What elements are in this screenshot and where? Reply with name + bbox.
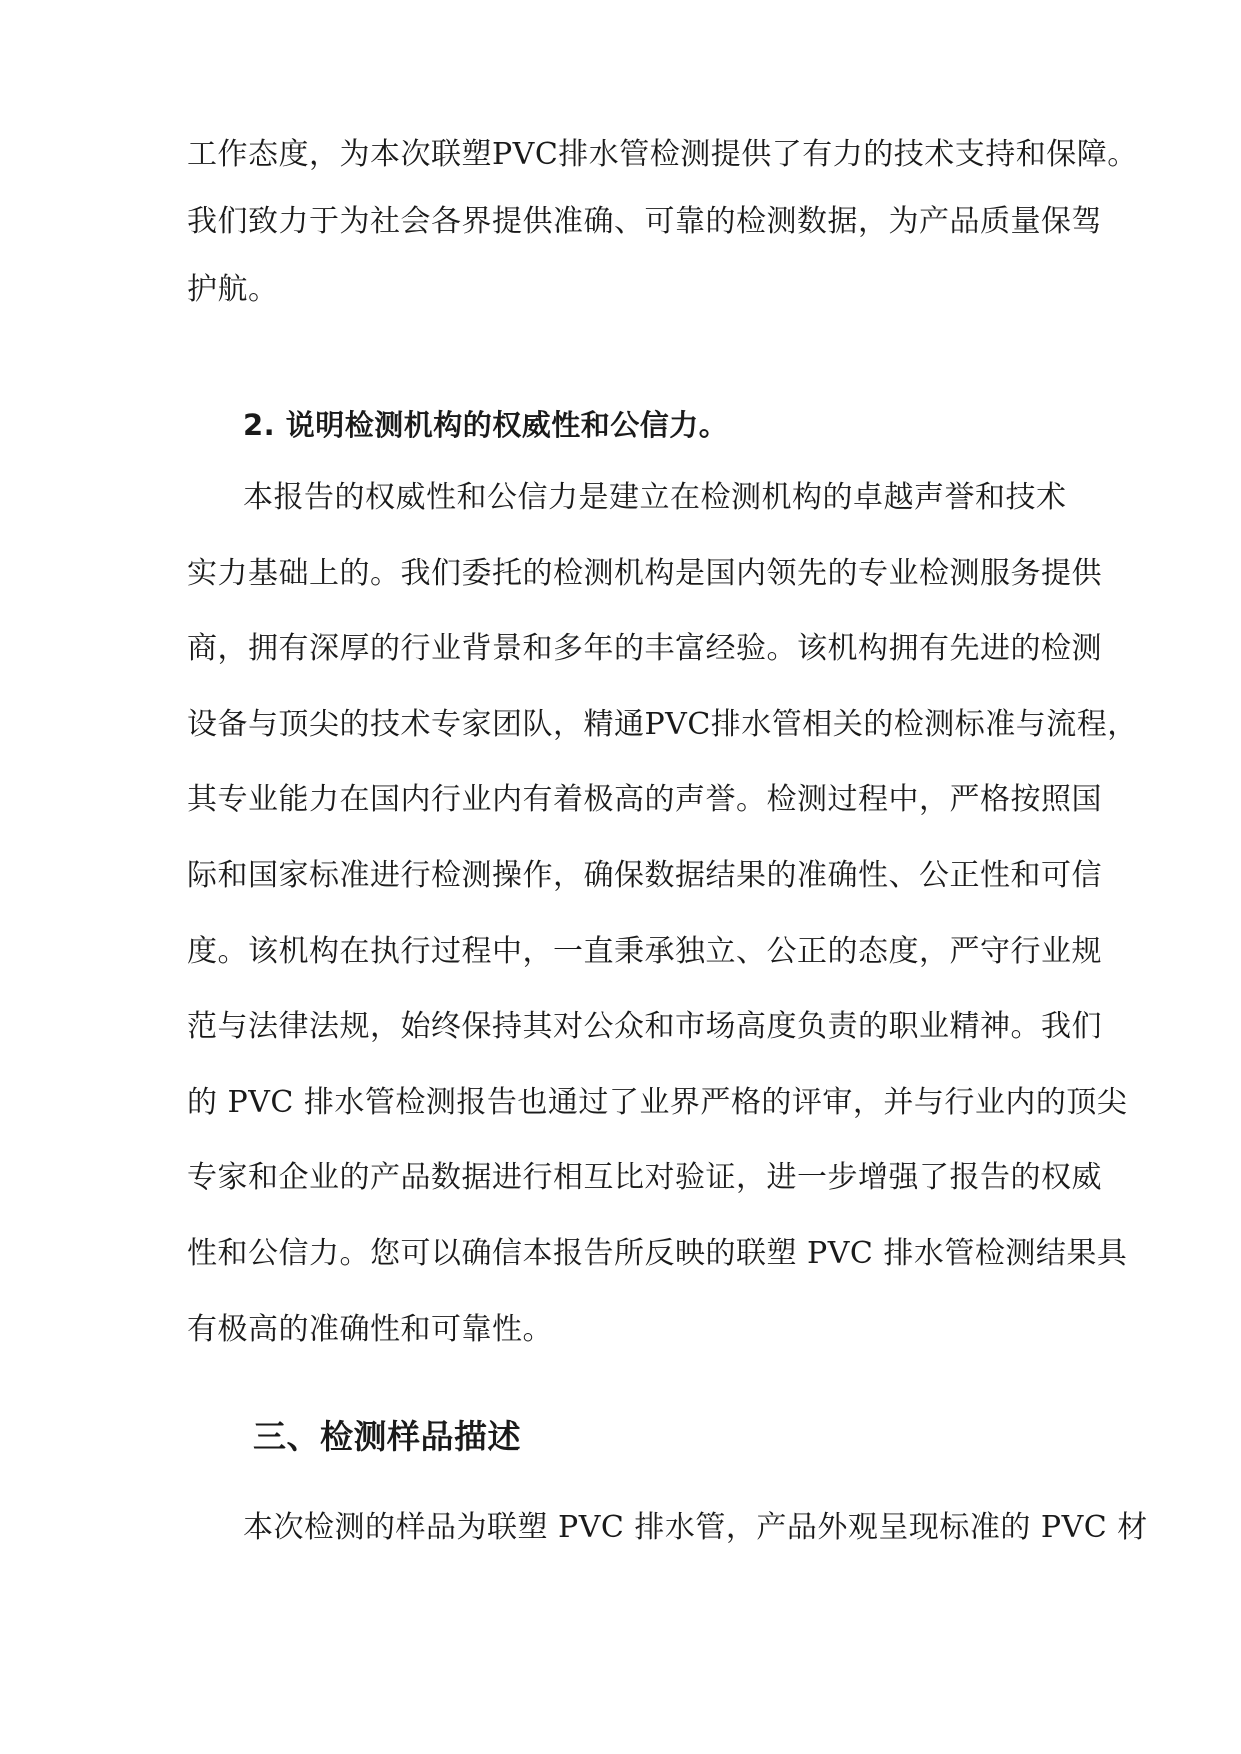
section-3-title: 三、检测样品描述: [253, 1417, 521, 1456]
subsection-2-line-9: 的 PVC 排水管检测报告也通过了业界严格的评审，并与行业内的顶尖: [187, 1085, 1128, 1120]
subsection-2-line-7: 度。该机构在执行过程中，一直秉承独立、公正的态度，严守行业规: [187, 934, 1102, 969]
intro-line-1: 工作态度，为本次联塑PVC排水管检测提供了有力的技术支持和保障。: [187, 137, 1138, 172]
intro-line-3: 护航。: [187, 272, 279, 307]
section-3-line-1: 本次检测的样品为联塑 PVC 排水管，产品外观呈现标准的 PVC 材: [243, 1510, 1148, 1545]
subsection-2-line-12: 有极高的准确性和可靠性。: [187, 1312, 553, 1347]
subsection-2-line-4: 设备与顶尖的技术专家团队，精通PVC排水管相关的检测标准与流程，: [187, 707, 1138, 742]
intro-line-2: 我们致力于为社会各界提供准确、可靠的检测数据，为产品质量保驾: [187, 204, 1102, 239]
subsection-2-line-5: 其专业能力在国内行业内有着极高的声誉。检测过程中，严格按照国: [187, 782, 1102, 817]
subsection-2-line-10: 专家和企业的产品数据进行相互比对验证，进一步增强了报告的权威: [187, 1160, 1102, 1195]
subsection-2-line-8: 范与法律法规，始终保持其对公众和市场高度负责的职业精神。我们: [187, 1009, 1102, 1044]
subsection-2-line-2: 实力基础上的。我们委托的检测机构是国内领先的专业检测服务提供: [187, 556, 1102, 591]
subsection-2-line-6: 际和国家标准进行检测操作，确保数据结果的准确性、公正性和可信: [187, 858, 1102, 893]
subsection-2-line-1: 本报告的权威性和公信力是建立在检测机构的卓越声誉和技术: [243, 480, 1067, 515]
subsection-2-line-11: 性和公信力。您可以确信本报告所反映的联塑 PVC 排水管检测结果具: [187, 1236, 1128, 1271]
subsection-2-title: 2. 说明检测机构的权威性和公信力。: [243, 408, 729, 442]
subsection-2-line-3: 商，拥有深厚的行业背景和多年的丰富经验。该机构拥有先进的检测: [187, 631, 1102, 666]
